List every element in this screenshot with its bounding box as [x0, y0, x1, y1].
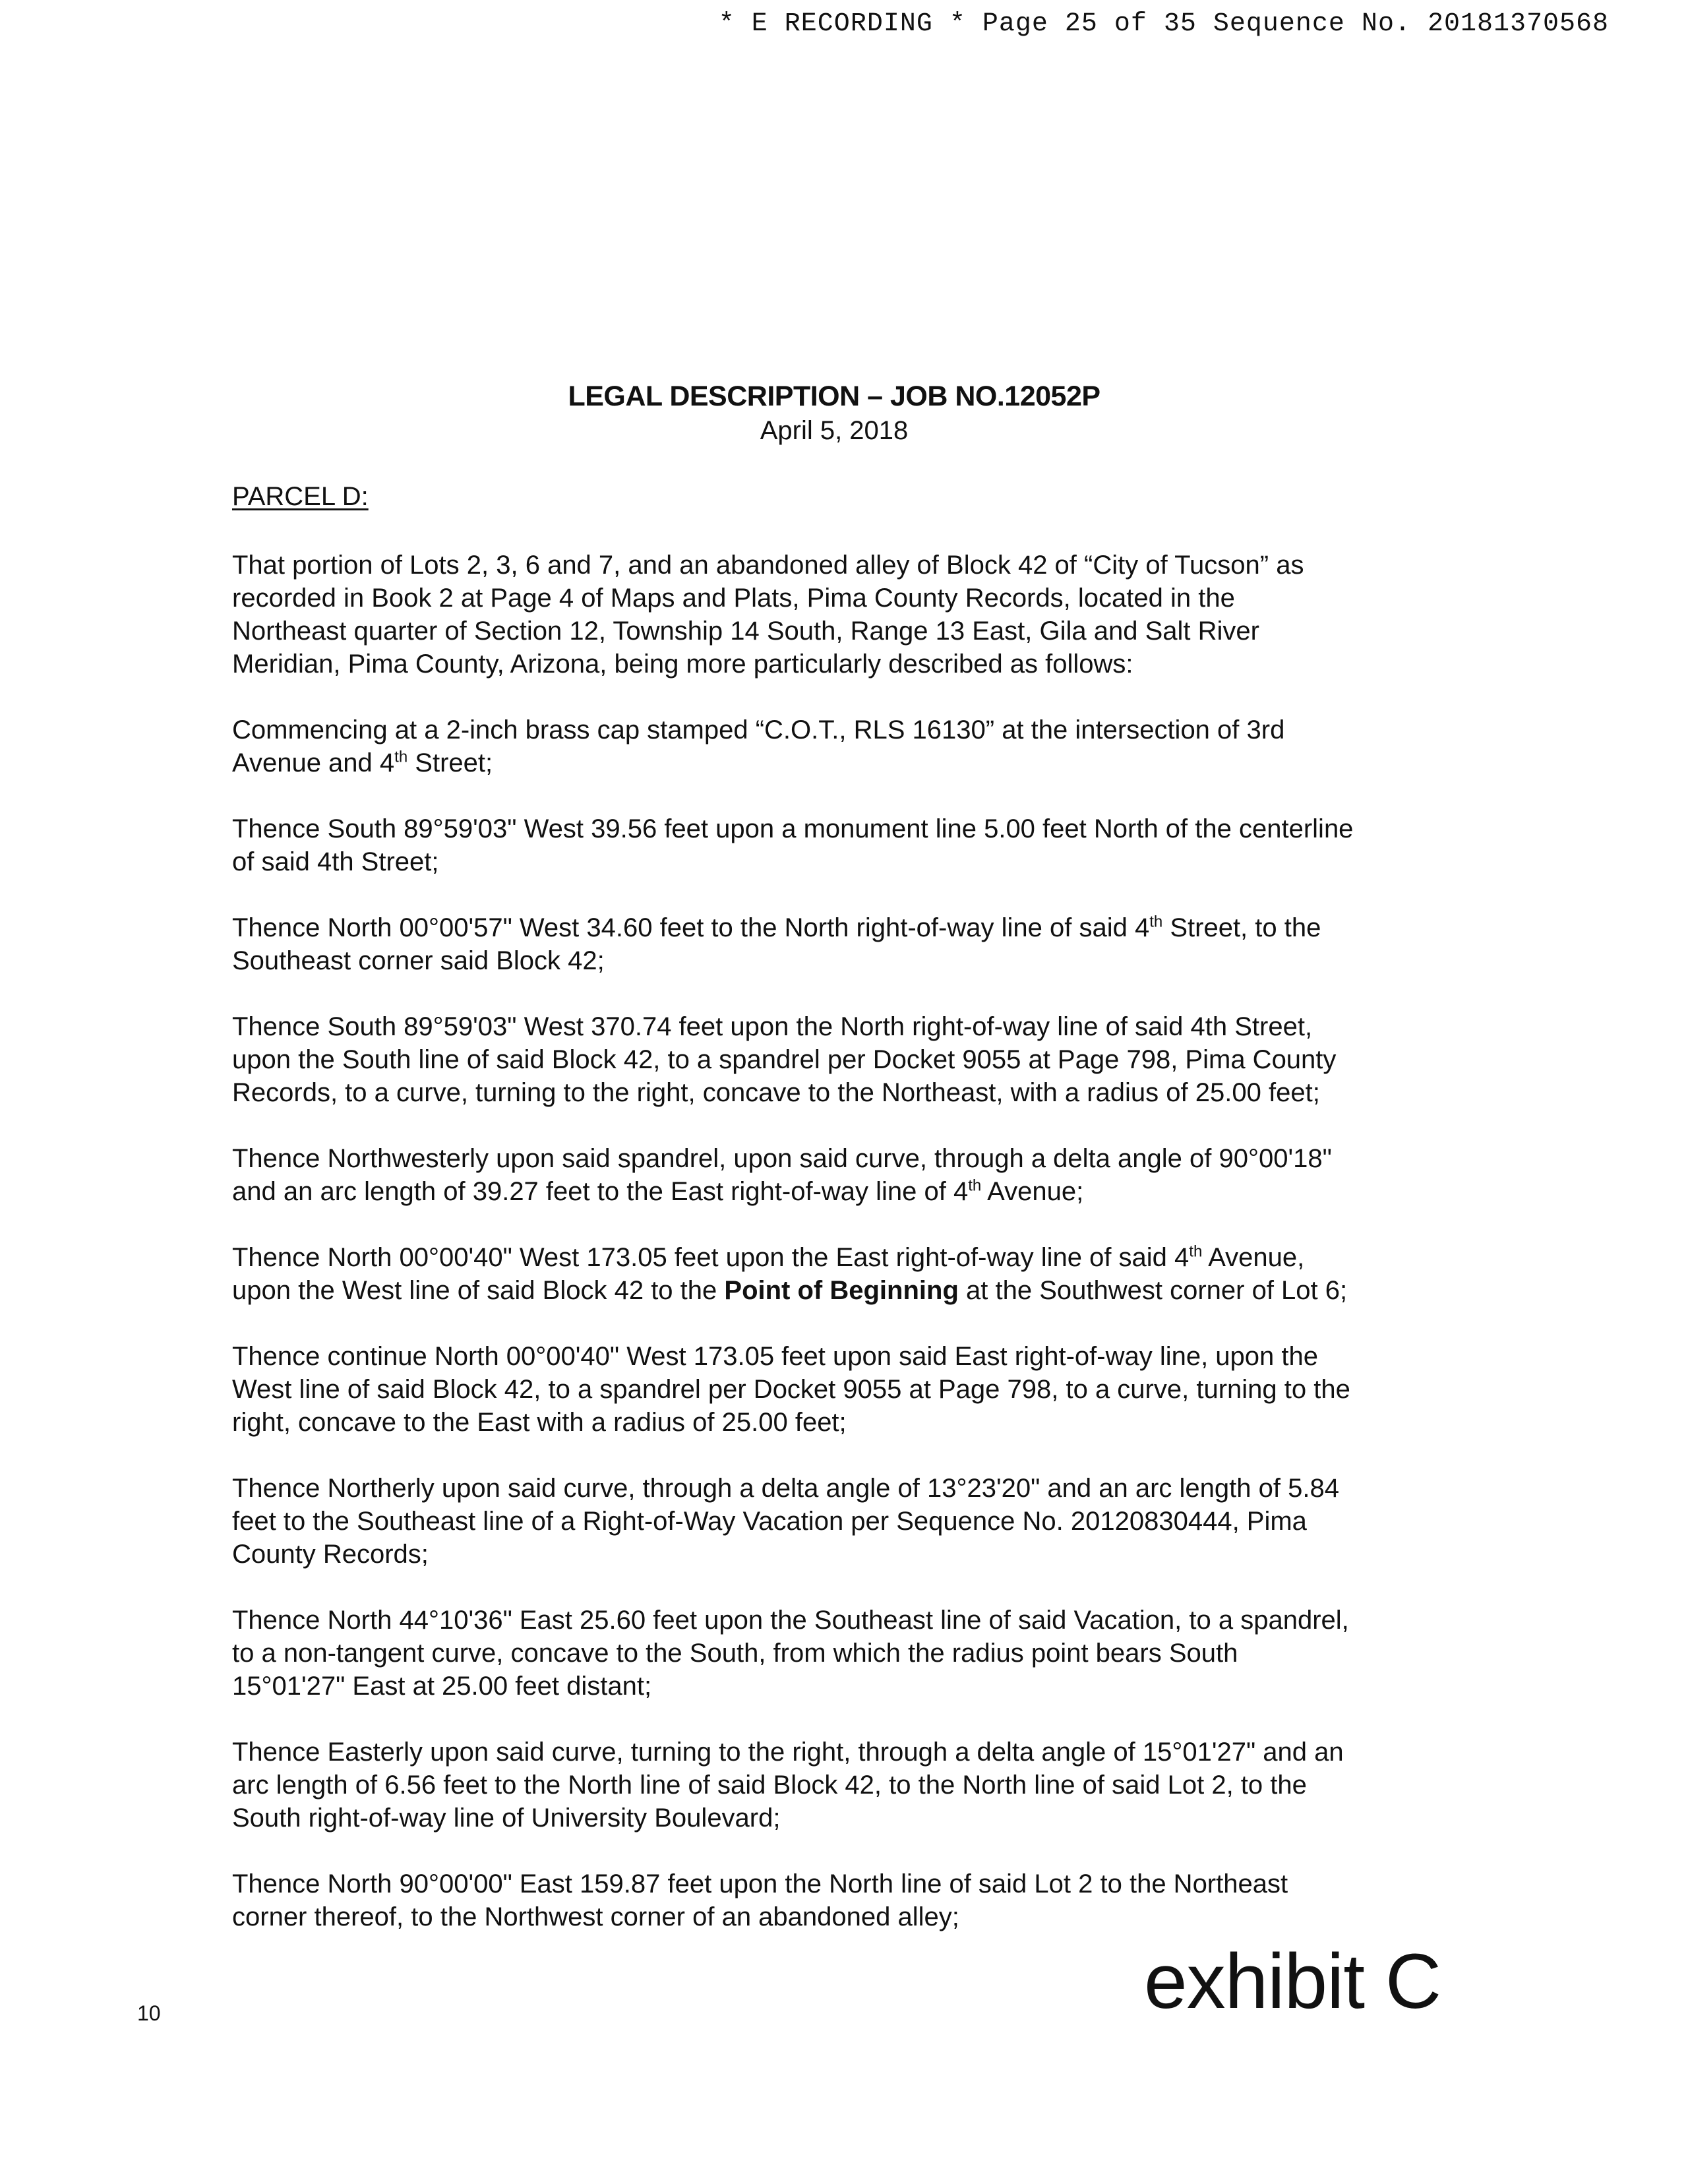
document-date: April 5, 2018: [760, 416, 909, 445]
paragraph-text: Street, to the Southeast corner said Block 42;: [232, 913, 1321, 975]
paragraph-text: Thence Northwesterly upon said spandrel, upon said curve, through a delta angle of 90°00'18" and an arc length of 39.27 feet to the East right-of-way line of 4: [232, 1144, 1332, 1206]
paragraph-text: Thence North 00°00'57" West 34.60 feet to the North right-of-way line of said 4: [232, 913, 1150, 942]
paragraph-course: Thence continue North 00°00'40" West 173.05 feet upon said East right-of-way line, upon the West line of said Block 42, to a spandrel per Docket 9055 at Page 798, to a curve, turning to the right, concave to the East with a radius of 25.00 feet;: [232, 1342, 1350, 1437]
page-number: 10: [137, 2001, 161, 2025]
document-title: LEGAL DESCRIPTION – JOB NO.12052P: [568, 380, 1100, 412]
paragraph-course: Thence North 90°00'00" East 159.87 feet upon the North line of said Lot 2 to the Northeast corner thereof, to the Northwest corner of an abandoned alley;: [232, 1869, 1288, 1931]
paragraph-intro: That portion of Lots 2, 3, 6 and 7, and an abandoned alley of Block 42 of “City of Tucson” as recorded in Book 2 at Page 4 of Maps and Plats, Pima County Records, located in the Northeast quarter of Section 12, Township 14 South, Range 13 East, Gila and Salt River Meridian, Pima County, Arizona, being more particularly described as follows:: [232, 551, 1304, 679]
paragraph-text: Avenue, upon the West line of said Block 42 to the: [232, 1243, 1305, 1305]
paragraph-course: [232, 1241, 1459, 1307]
paragraph-course: Thence South 89°59'03" West 39.56 feet upon a monument line 5.00 feet North of the centerline of said 4th Street;: [232, 814, 1354, 876]
superscript: th: [1149, 913, 1163, 931]
paragraph-text: Avenue;: [981, 1177, 1084, 1206]
superscript: th: [1189, 1242, 1203, 1261]
exhibit-label: exhibit C: [1144, 1938, 1441, 2025]
paragraph-course: [232, 1142, 1459, 1208]
title-block: [0, 379, 1668, 448]
point-of-beginning: Point of Beginning: [724, 1276, 959, 1305]
paragraph-course: Thence Easterly upon said curve, turning to the right, through a delta angle of 15°01'27" and an arc length of 6.56 feet to the North line of said Block 42, to the North line of said Lot 2, to the South right-of-way line of University Boulevard;: [232, 1738, 1344, 1833]
paragraph-text: at the Southwest corner of Lot 6;: [958, 1276, 1348, 1305]
paragraph-course: Thence North 44°10'36" East 25.60 feet upon the Southeast line of said Vacation, to a spandrel, to a non-tangent curve, concave to the South, from which the radius point bears South 15°01'27" East at 25.00 feet distant;: [232, 1606, 1349, 1701]
paragraph-commencing: [232, 713, 1459, 779]
legal-description-body: [232, 549, 1459, 1933]
paragraph-text: Commencing at a 2-inch brass cap stamped “C.O.T., RLS 16130” at the intersection of 3rd Avenue and 4: [232, 715, 1285, 777]
paragraph-course: Thence South 89°59'03" West 370.74 feet upon the North right-of-way line of said 4th Street, upon the South line of said Block 42, to a spandrel per Docket 9055 at Page 798, Pima County Records, to a curve, turning to the right, concave to the Northeast, with a radius of 25.00 feet;: [232, 1012, 1337, 1107]
paragraph-text: Thence North 00°00'40" West 173.05 feet upon the East right-of-way line of said 4: [232, 1243, 1190, 1272]
superscript: th: [394, 748, 408, 766]
parcel-label: PARCEL D:: [232, 482, 369, 511]
paragraph-text: Street;: [407, 748, 493, 777]
recording-header: * E RECORDING * Page 25 of 35 Sequence No. 20181370568: [718, 9, 1609, 39]
superscript: th: [968, 1176, 982, 1195]
paragraph-course: Thence Northerly upon said curve, through a delta angle of 13°23'20" and an arc length of 5.84 feet to the Southeast line of a Right-of-Way Vacation per Sequence No. 20120830444, Pima County Records;: [232, 1474, 1339, 1569]
paragraph-course: [232, 911, 1459, 977]
